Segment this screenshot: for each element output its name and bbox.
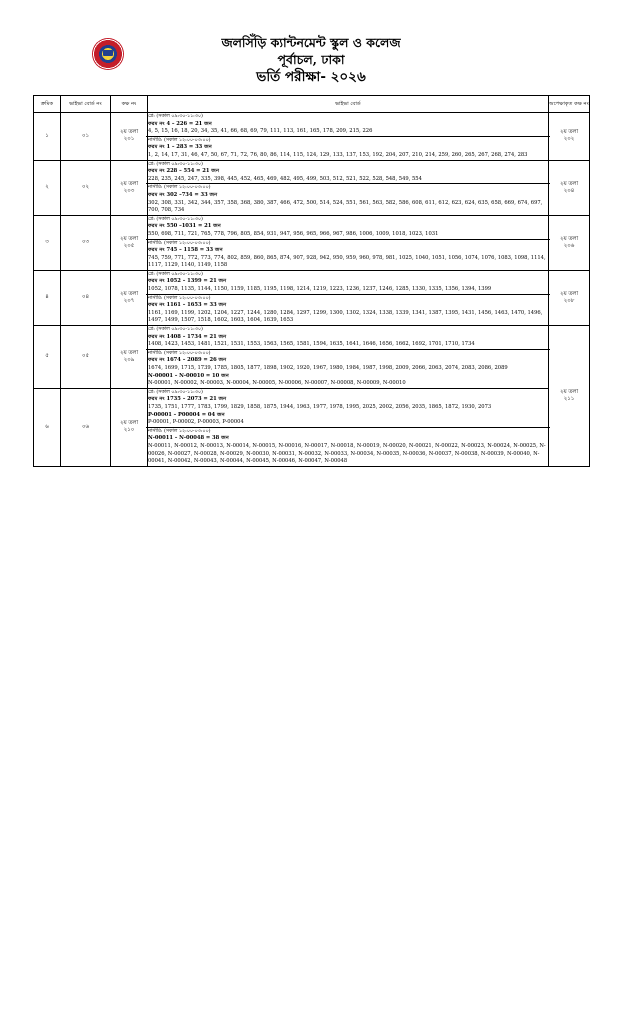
room-cell xyxy=(111,160,148,215)
form-numbers: 550, 698, 711, 721, 765, 778, 796, 805, 854, 931, 947, 956, 965, 966, 967, 986, 1006, 1009, 1018, 1023, 1031 xyxy=(148,230,439,237)
waiting-number: ২০৪ xyxy=(563,187,575,194)
form-range: ফরম নং 4 – 226 = 21 জন xyxy=(148,120,212,127)
serial-cell: ১ xyxy=(34,113,61,161)
table-row xyxy=(34,113,590,161)
board-cell: ০৫ xyxy=(61,326,111,389)
form-numbers: 302, 308, 331, 342, 344, 357, 358, 368, 380, 387, 466, 472, 500, 514, 524, 551, 561, 563, 582, 586, 608, 611, 612, 623, 624, 635, 658, 669, 674, 697, 700, 708, 734 xyxy=(148,199,543,214)
form-numbers: 1408, 1423, 1453, 1481, 1521, 1531, 1553, 1563, 1565, 1581, 1594, 1635, 1641, 1646, 1656, 1662, 1692, 1701, 1710, 1734 xyxy=(148,341,475,348)
waiting-room-cell xyxy=(549,326,590,467)
waiting-room-cell xyxy=(549,270,590,325)
form-numbers-n: N-00001, N-00002, N-00003, N-00004, N-00005, N-00006, N-00007, N-00008, N-00009, N-00010 xyxy=(148,380,406,387)
room-floor: ২য় তলা xyxy=(119,290,139,297)
nursery-section xyxy=(146,427,550,466)
shift-label: প্লে: (সকাল ০৯:৩০-১১:৩০) xyxy=(148,161,203,167)
serial-cell: ৩ xyxy=(34,215,61,270)
form-numbers-p: P-00001, P-00002, P-00003, P-00004 xyxy=(148,419,244,426)
room-number: ২০৯ xyxy=(123,356,135,363)
room-floor: ২য় তলা xyxy=(119,235,139,242)
serial-cell: ২ xyxy=(34,160,61,215)
room-cell xyxy=(111,388,148,466)
play-section xyxy=(148,326,548,349)
nursery-section xyxy=(146,136,550,160)
shift-label: প্লে: (সকাল ০৯:৩০-১১:৩০) xyxy=(148,216,203,222)
room-cell xyxy=(111,113,148,161)
form-range: ফরম নং 1735 – 2073 = 21 জন xyxy=(148,396,227,403)
header-waiting-room: অপেক্ষাকৃত কক্ষ নং xyxy=(549,96,590,113)
waiting-number: ২১১ xyxy=(563,395,575,402)
shift-label: নার্সারি: (সকাল ১২:০০-০৩:০০) xyxy=(148,137,211,143)
form-range: ফরম নং 228 – 554 = 21 জন xyxy=(148,168,220,175)
nursery-section xyxy=(146,294,550,325)
nursery-section xyxy=(146,239,550,270)
form-numbers: N-00011, N-00012, N-00013, N-00014, N-00015, N-00016, N-00017, N-00018, N-00019, N-00020, N-00021, N-00022, N-00023, N-00024, N-00025, N-00026, N-00027, N-00028, N-00029, N-00030, N-00031, N-00032, N-00033, N-00034, N-00035, N-00036, N-00037, N-00038, N-00039, N-00040, N-00041, N-00042, N-00043, N-00044, N-00045, N-00046, N-00047, N-00048 xyxy=(148,442,546,465)
table-row xyxy=(34,388,590,466)
nursery-section xyxy=(146,349,550,388)
shift-label: প্লে: (সকাল ০৯:৩০-১১:৩০) xyxy=(148,327,203,333)
school-name: জলসিঁড়ি ক্যান্টনমেন্ট স্কুল ও কলেজ xyxy=(221,35,401,50)
form-range: ফরম নং 302 –734 = 33 জন xyxy=(148,191,218,198)
form-range: ফরম নং 1052 – 1399 = 21 জন xyxy=(148,278,227,285)
header-board: ভাইভা বোর্ড xyxy=(148,96,549,113)
form-numbers: 4, 5, 15, 16, 18, 20, 34, 35, 41, 66, 68, 69, 79, 111, 113, 161, 165, 178, 209, 215, 226 xyxy=(148,128,373,135)
play-section xyxy=(148,161,548,184)
board-detail-cell xyxy=(148,388,549,466)
form-range-p: P-00001 – P00004 = 04 জন xyxy=(148,411,225,418)
room-number: ২০৭ xyxy=(123,297,135,304)
form-range: N-00011 – N-00048 = 38 জন xyxy=(148,435,229,442)
board-cell: ০১ xyxy=(61,113,111,161)
form-numbers: 1674, 1699, 1715, 1739, 1785, 1805, 1877, 1898, 1902, 1920, 1967, 1980, 1984, 1987, 1998, 2009, 2066, 2063, 2074, 2083, 2086, 2089 xyxy=(148,365,508,371)
room-number: ২১০ xyxy=(123,427,135,434)
serial-cell: ৫ xyxy=(34,326,61,389)
board-cell: ০৩ xyxy=(61,215,111,270)
table-row xyxy=(34,160,590,215)
form-range: ফরম নং 1 – 283 = 33 জন xyxy=(148,144,212,151)
form-numbers: 1052, 1078, 1135, 1144, 1150, 1159, 1185, 1195, 1198, 1214, 1219, 1223, 1236, 1237, 1246, 1285, 1330, 1335, 1356, 1394, 1399 xyxy=(148,286,492,293)
board-detail-cell xyxy=(148,215,549,270)
form-range: ফরম নং 1674 – 2089 = 26 জন xyxy=(148,357,227,364)
shift-label: প্লে: (সকাল ০৯:৩০-১১:৩০) xyxy=(148,389,203,395)
board-cell: ০৬ xyxy=(61,388,111,466)
waiting-room-cell xyxy=(549,113,590,161)
nursery-section xyxy=(146,183,550,214)
form-range: ফরম নং 550 –1031 = 21 জন xyxy=(148,223,221,230)
room-number: ২০৫ xyxy=(123,242,135,249)
board-detail-cell xyxy=(148,160,549,215)
form-numbers: 1735, 1751, 1777, 1783, 1799, 1829, 1858, 1875, 1944, 1963, 1977, 1978, 1995, 2025, 2002, 2056, 2035, 1865, 1872, 1930, 2073 xyxy=(148,403,492,410)
shift-label: নার্সারি: (সকাল ১২:০০-০৩:০০) xyxy=(148,350,211,356)
room-number: ২০৩ xyxy=(123,187,135,194)
table-row xyxy=(34,270,590,325)
room-floor: ২য় তলা xyxy=(119,349,139,356)
play-section xyxy=(148,113,548,136)
form-range: ফরম নং 1161 – 1653 = 33 জন xyxy=(148,302,227,309)
form-range: ফরম নং 1408 – 1734 = 21 জন xyxy=(148,333,227,340)
waiting-floor: ২য় তলা xyxy=(559,235,579,242)
waiting-floor: ২য় তলা xyxy=(559,129,579,136)
form-numbers: 1161, 1169, 1199, 1202, 1204, 1227, 1244, 1280, 1284, 1297, 1299, 1300, 1302, 1324, 1338, 1339, 1341, 1387, 1395, 1431, 1456, 1463, 1470, 1496, 1497, 1499, 1507, 1518, 1602, 1603, 1604, 1639, 1653 xyxy=(148,309,543,324)
play-section xyxy=(148,389,548,427)
board-detail-cell xyxy=(148,326,549,389)
viva-board-table xyxy=(33,95,590,467)
shift-label: নার্সারি: (সকাল ১২:০০-০৩:০০) xyxy=(148,295,211,301)
board-detail-cell xyxy=(148,113,549,161)
waiting-room-cell xyxy=(549,215,590,270)
header-board-no: ভাইভা বোর্ড নং xyxy=(61,96,111,113)
header-room-no: কক্ষ নং xyxy=(111,96,148,113)
form-numbers: 1, 2, 14, 17, 31, 46, 47, 50, 67, 71, 72, 76, 80, 86, 114, 115, 124, 129, 133, 137, 153, 192, 204, 207, 210, 214, 259, 260, 265, 267, 268, 274, 283 xyxy=(148,151,528,158)
waiting-number: ২০২ xyxy=(563,136,575,143)
form-numbers: 745, 759, 771, 772, 773, 774, 802, 859, 860, 865, 874, 907, 928, 942, 950, 959, 960, 978, 981, 1025, 1040, 1051, 1056, 1074, 1076, 1083, 1098, 1114, 1117, 1129, 1140, 1149, 1158 xyxy=(148,254,546,269)
room-floor: ২য় তলা xyxy=(119,129,139,136)
board-detail-cell xyxy=(148,270,549,325)
room-floor: ২য় তলা xyxy=(119,180,139,187)
exam-title: ভর্তি পরীক্ষা- ২০২৬ xyxy=(256,69,366,85)
waiting-floor: ২য় তলা xyxy=(559,290,579,297)
room-number: ২০১ xyxy=(123,136,135,143)
header-serial: ক্রমিক xyxy=(34,96,61,113)
waiting-floor: ২য় তলা xyxy=(559,180,579,187)
waiting-number: ২০৮ xyxy=(563,297,575,304)
board-cell: ০২ xyxy=(61,160,111,215)
play-section xyxy=(148,271,548,294)
table-header-row xyxy=(34,96,590,113)
board-cell: ০৪ xyxy=(61,270,111,325)
serial-cell: ৪ xyxy=(34,270,61,325)
form-range: ফরম নং 745 – 1158 = 33 জন xyxy=(148,247,223,254)
waiting-floor: ২য় তলা xyxy=(559,388,579,395)
room-floor: ২য় তলা xyxy=(119,420,139,427)
play-section xyxy=(148,216,548,239)
shift-label: প্লে: (সকাল ০৯:৩০-১১:৩০) xyxy=(148,271,203,277)
serial-cell: ৬ xyxy=(34,388,61,466)
shift-label: প্লে: (সকাল ০৯:৩০-১১:৩০) xyxy=(148,114,203,119)
waiting-room-cell xyxy=(549,160,590,215)
waiting-number: ২০৬ xyxy=(563,242,575,249)
document-header xyxy=(0,34,622,87)
school-location: পূর্বাচল, ঢাকা xyxy=(277,52,345,67)
form-range-n: N-00001 – N-00010 = 10 জন xyxy=(148,372,229,379)
room-cell xyxy=(111,215,148,270)
shift-label: নার্সারি: (সকাল ১২:০০-০৩:০০) xyxy=(148,185,211,191)
room-cell xyxy=(111,270,148,325)
room-cell xyxy=(111,326,148,389)
table-row xyxy=(34,215,590,270)
form-numbers: 228, 235, 245, 247, 335, 398, 445, 452, 465, 469, 482, 495, 499, 503, 512, 521, 522, 528, 548, 549, 554 xyxy=(148,175,422,182)
shift-label: নার্সারি: (সকাল ১২:০০-০৩:০০) xyxy=(148,428,211,434)
shift-label: নার্সারি: (সকাল ১২:০০-০৩:০০) xyxy=(148,240,211,246)
table-row xyxy=(34,326,590,389)
